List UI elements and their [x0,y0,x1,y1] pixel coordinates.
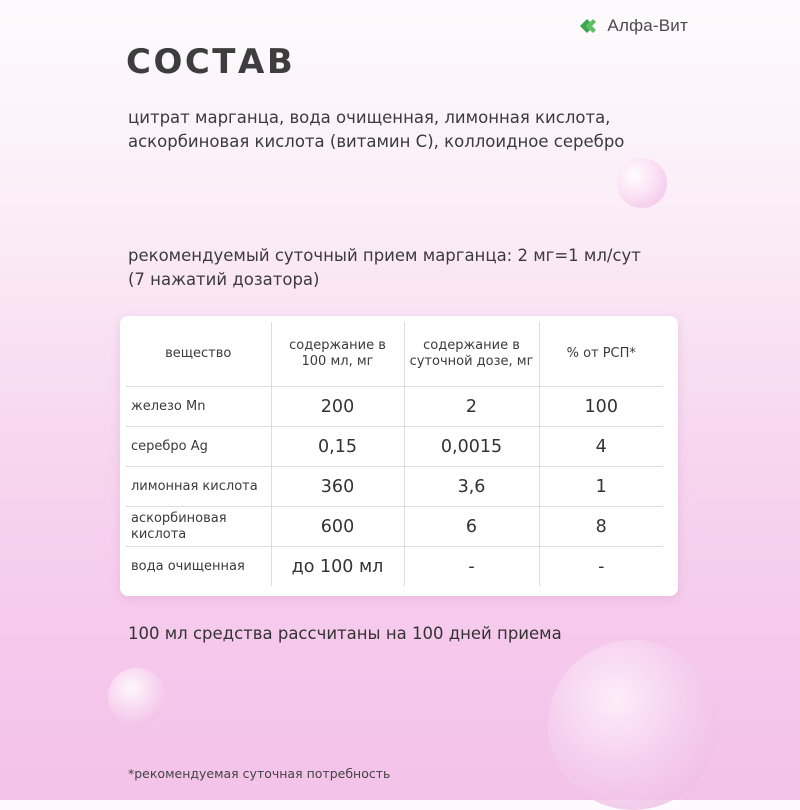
cell-substance: аскорбиновая кислота [126,507,271,547]
table-row [126,467,663,507]
brand-name: Алфа-Вит [607,16,688,35]
cell-percent: 100 [539,387,663,427]
cell-content-100ml: до 100 мл [271,547,404,587]
dose-line-2: (7 нажатий дозатора) [128,270,320,289]
table-row [126,427,663,467]
decorative-bubble [108,668,166,726]
cell-content-daily: - [404,547,539,587]
page-title: СОСТАВ [126,42,296,82]
table-row [126,507,663,547]
cell-content-daily: 3,6 [404,467,539,507]
cell-content-daily: 0,0015 [404,427,539,467]
brand-logo [579,16,688,36]
course-note: 100 мл средства рассчитаны на 100 дней приема [128,624,562,643]
cell-percent: 4 [539,427,663,467]
dose-text [128,244,641,292]
ingredients-line-1: цитрат марганца, вода очищенная, лимонная кислота, [128,108,611,127]
header-substance: вещество [165,346,232,361]
decorative-bubble [548,640,718,810]
composition-table [126,322,663,586]
composition-table-card [120,316,678,596]
header-content-daily: содержание в суточной дозе, мг [404,322,539,387]
header-content-100ml: содержание в 100 мл, мг [271,322,404,387]
table-row [126,387,663,427]
cell-substance: серебро Ag [126,427,271,467]
ingredients-text [128,106,624,154]
header-percent-rsp: % от РСП* [539,322,663,387]
decorative-bubble [617,158,667,208]
cell-content-100ml: 360 [271,467,404,507]
cell-substance: вода очищенная [126,547,271,587]
cell-substance: железо Mn [126,387,271,427]
cell-percent: 8 [539,507,663,547]
footnote: *рекомендуемая суточная потребность [128,766,391,781]
ingredients-line-2: аскорбиновая кислота (витамин С), коллоидное серебро [128,132,625,151]
dose-line-1: рекомендуемый суточный прием марганца: 2 мг=1 мл/сут [128,246,641,265]
cell-content-100ml: 200 [271,387,404,427]
cell-content-100ml: 0,15 [271,427,404,467]
cell-content-daily: 6 [404,507,539,547]
cell-content-100ml: 600 [271,507,404,547]
cell-percent: - [539,547,663,587]
leaf-logo-icon [579,18,601,34]
cell-percent: 1 [539,467,663,507]
cell-content-daily: 2 [404,387,539,427]
cell-substance: лимонная кислота [126,467,271,507]
table-row [126,547,663,587]
table-header-row [126,322,663,387]
